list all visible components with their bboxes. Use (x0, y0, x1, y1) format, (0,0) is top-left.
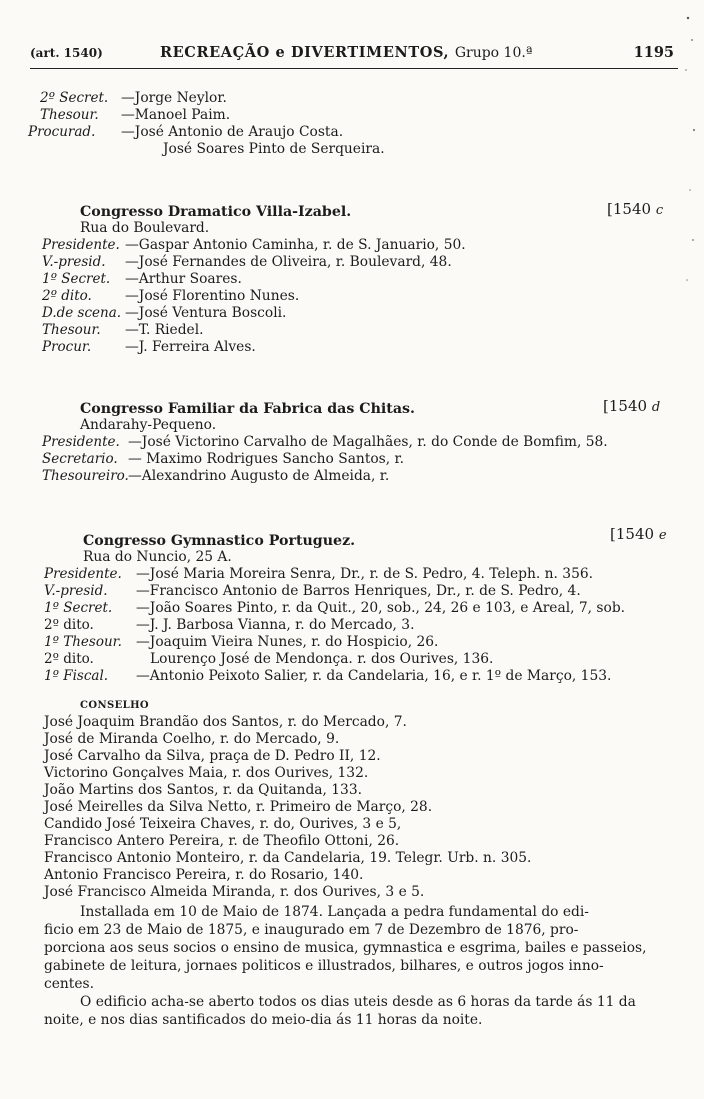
running-header (30, 38, 678, 69)
reference-number (607, 200, 663, 220)
officer-name: —Francisco Antonio de Barros Henriques, Dr., r. de S. Pedro, 4. (136, 583, 581, 599)
officer-role: V.-presid. (44, 583, 108, 599)
officer-name: —José Antonio de Araujo Costa. (121, 124, 344, 140)
section-title: RECREAÇÃO e DIVERTIMENTOS, (160, 44, 450, 61)
address: Andarahy-Pequeno. (80, 417, 217, 433)
officer-name: —Alexandrino Augusto de Almeida, r. (128, 468, 390, 484)
officer-role: Secretario. (42, 451, 118, 467)
officer-name: —Arthur Soares. (125, 271, 242, 287)
council-member: José Meirelles da Silva Netto, r. Primeiro de Março, 28. (44, 799, 433, 815)
address: Rua do Nuncio, 25 A. (83, 549, 232, 565)
reference-letter: c (655, 203, 664, 218)
officer-role: 1º Secret. (44, 600, 113, 616)
officer-name: José Soares Pinto de Serqueira. (163, 141, 385, 157)
officer-name: —Joaquim Vieira Nunes, r. do Hospicio, 26. (136, 634, 439, 650)
council-member: Candido José Teixeira Chaves, r. do, Ourives, 3 e 5, (44, 816, 402, 832)
section-heading: Congresso Dramatico Villa-Izabel. (80, 204, 352, 220)
officer-name: —José Victorino Carvalho de Magalhães, r. do Conde de Bomfim, 58. (128, 434, 608, 450)
officer-name: —João Soares Pinto, r. da Quit., 20, sob., 24, 26 e 103, e Areal, 7, sob. (136, 600, 626, 616)
officer-role: Thesour. (42, 322, 101, 338)
officer-name: —José Ventura Boscoli. (125, 305, 287, 321)
officer-role: 2º Secret. (40, 90, 109, 106)
officer-role: 1º Fiscal. (44, 668, 109, 684)
officer-name: —José Maria Moreira Senra, Dr., r. de S. Pedro, 4. Teleph. n. 356. (136, 566, 594, 582)
paragraph-line: gabinete de leitura, jornaes politicos e illustrados, bilhares, e outros jogos inno- (44, 958, 604, 974)
paragraph-line: porciona aos seus socios o ensino de musica, gymnastica e esgrima, bailes e passeios, (44, 940, 647, 956)
council-member: Victorino Gonçalves Maia, r. dos Ourives, 132. (44, 765, 369, 781)
officer-name: —José Fernandes de Oliveira, r. Boulevard, 48. (125, 254, 452, 270)
page-title (160, 44, 532, 61)
section-heading: Congresso Familiar da Fabrica das Chitas. (80, 401, 415, 417)
council-member: José Francisco Almeida Miranda, r. dos Ourives, 3 e 5. (44, 884, 425, 900)
section-heading: Congresso Gymnastico Portuguez. (83, 533, 356, 549)
council-member: Francisco Antero Pereira, r. de Theofilo Ottoni, 26. (44, 833, 400, 849)
officer-role: V.-presid. (42, 254, 106, 270)
officer-name: —Manoel Paim. (121, 107, 231, 123)
officer-name: —Antonio Peixoto Salier, r. da Candelaria, 16, e r. 1º de Março, 153. (136, 668, 612, 684)
officer-role: 1º Secret. (42, 271, 111, 287)
reference-code: [1540 (603, 397, 648, 415)
paragraph-line: O edificio acha-se aberto todos os dias uteis desde as 6 horas da tarde ás 11 da (80, 994, 636, 1010)
officer-role: Procurad. (28, 124, 96, 140)
paragraph-line: noite, e nos dias santificados do meio-dia ás 11 horas da noite. (44, 1012, 483, 1028)
officer-name: Lourenço José de Mendonça. r. dos Ourives, 136. (150, 651, 494, 667)
council-member: João Martins dos Santos, r. da Quitanda, 133. (44, 782, 362, 798)
paragraph-line: ficio em 23 de Maio de 1875, e inaugurado em 7 de Dezembro de 1876, pro- (44, 922, 579, 938)
reference-number (603, 397, 660, 417)
officer-role: Thesoureiro. (42, 468, 129, 484)
council-label: CONSELHO (80, 700, 150, 711)
officer-role: Presidente. (42, 237, 120, 253)
address: Rua do Boulevard. (80, 220, 210, 236)
print-specks (668, 10, 698, 330)
council-member: José Carvalho da Silva, praça de D. Pedro II, 12. (44, 748, 381, 764)
council-member: José de Miranda Coelho, r. do Mercado, 9. (44, 731, 340, 747)
council-member: Francisco Antonio Monteiro, r. da Candelaria, 19. Telegr. Urb. n. 305. (44, 850, 532, 866)
page-number: 1195 (633, 44, 674, 61)
officer-name: — Maximo Rodrigues Sancho Santos, r. (128, 451, 404, 467)
reference-letter: e (658, 528, 667, 543)
reference-number (610, 525, 667, 545)
officer-role: Procur. (42, 339, 92, 355)
officer-role: 2º dito. (44, 617, 94, 633)
council-member: Antonio Francisco Pereira, r. do Rosario, 140. (44, 867, 364, 883)
officer-role: 1º Thesour. (44, 634, 122, 650)
officer-role: 2º dito. (44, 651, 94, 667)
council-member: José Joaquim Brandão dos Santos, r. do Mercado, 7. (44, 714, 407, 730)
officer-role: Presidente. (42, 434, 120, 450)
officer-name: —José Florentino Nunes. (125, 288, 300, 304)
officer-role: Presidente. (44, 566, 122, 582)
reference-code: [1540 (610, 525, 655, 543)
officer-name: —Gaspar Antonio Caminha, r. de S. Januario, 50. (125, 237, 466, 253)
paragraph-line: Installada em 10 de Maio de 1874. Lançada a pedra fundamental do edi- (80, 904, 589, 920)
officer-role: 2º dito. (42, 288, 92, 304)
officer-name: —T. Riedel. (125, 322, 204, 338)
officer-name: —J. Ferreira Alves. (125, 339, 256, 355)
reference-letter: d (651, 400, 661, 415)
officer-name: —Jorge Neylor. (121, 90, 227, 106)
group-label: Grupo 10.ª (454, 45, 533, 61)
officer-role: D.de scena. (42, 305, 122, 321)
officer-name: —J. J. Barbosa Vianna, r. do Mercado, 3. (136, 617, 415, 633)
article-number: (art. 1540) (30, 46, 103, 60)
paragraph-line: centes. (44, 976, 94, 992)
officer-role: Thesour. (40, 107, 99, 123)
reference-code: [1540 (607, 200, 652, 218)
